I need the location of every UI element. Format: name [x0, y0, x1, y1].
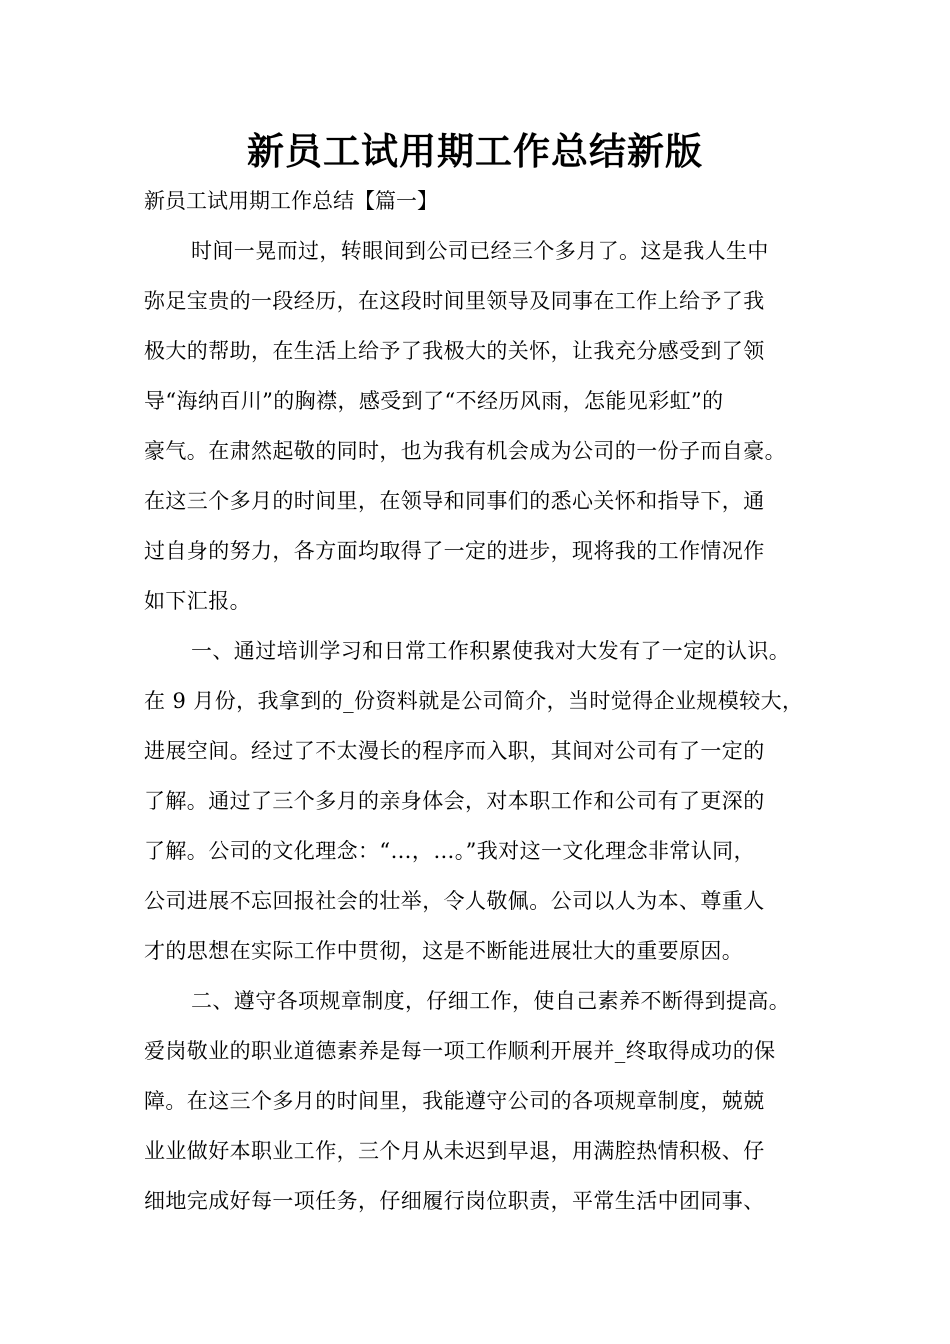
paragraph-3-line-3: 障。在这三个多月的时间里，我能遵守公司的各项规章制度，兢兢: [144, 1089, 765, 1113]
paragraph-1-line-1: 时间一晃而过，转眼间到公司已经三个多月了。这是我人生中: [191, 239, 769, 263]
paragraph-2-line-5: 了解。公司的文化理念：“…，…。”我对这一文化理念非常认同，: [144, 839, 755, 863]
paragraph-2-line-1: 一、通过培训学习和日常工作积累使我对大发有了一定的认识。: [191, 639, 791, 663]
paragraph-2-line-4: 了解。通过了三个多月的亲身体会，对本职工作和公司有了更深的: [144, 789, 765, 813]
paragraph-1-line-7: 过自身的努力，各方面均取得了一定的进步，现将我的工作情况作: [144, 539, 765, 563]
paragraph-1-line-4: 导“海纳百川”的胸襟，感受到了“不经历风雨，怎能见彩虹”的: [144, 389, 724, 413]
paragraph-1-line-8: 如下汇报。: [144, 589, 251, 613]
paragraph-2-line-7: 才的思想在实际工作中贯彻，这是不断能进展壮大的重要原因。: [144, 939, 744, 963]
paragraph-2-line-6: 公司进展不忘回报社会的壮举，令人敬佩。公司以人为本、尊重人: [144, 889, 765, 913]
paragraph-1-line-2: 弥足宝贵的一段经历，在这段时间里领导及同事在工作上给予了我: [144, 289, 765, 313]
paragraph-3-line-1: 二、遵守各项规章制度，仔细工作，使自己素养不断得到提高。: [191, 989, 791, 1013]
paragraph-2-line-3: 进展空间。经过了不太漫长的程序而入职，其间对公司有了一定的: [144, 739, 765, 763]
paragraph-3-line-2: 爱岗敬业的职业道德素养是每一项工作顺利开展并_终取得成功的保: [144, 1039, 776, 1063]
document-title: 新员工试用期工作总结新版: [247, 130, 703, 173]
paragraph-2-line-2: 在 9 月份，我拿到的_份资料就是公司简介，当时觉得企业规模较大，: [144, 689, 804, 713]
paragraph-1-line-5: 豪气。在肃然起敬的同时，也为我有机会成为公司的一份子而自豪。: [144, 439, 786, 463]
section-heading: 新员工试用期工作总结【篇一】: [144, 189, 438, 213]
paragraph-3-line-5: 细地完成好每一项任务，仔细履行岗位职责，平常生活中团同事、: [144, 1189, 765, 1213]
paragraph-1-line-6: 在这三个多月的时间里，在领导和同事们的悉心关怀和指导下，通: [144, 489, 765, 513]
paragraph-3-line-4: 业业做好本职业工作，三个月从未迟到早退，用满腔热情积极、仔: [144, 1139, 765, 1163]
paragraph-1-line-3: 极大的帮助，在生活上给予了我极大的关怀，让我充分感受到了领: [144, 339, 765, 363]
